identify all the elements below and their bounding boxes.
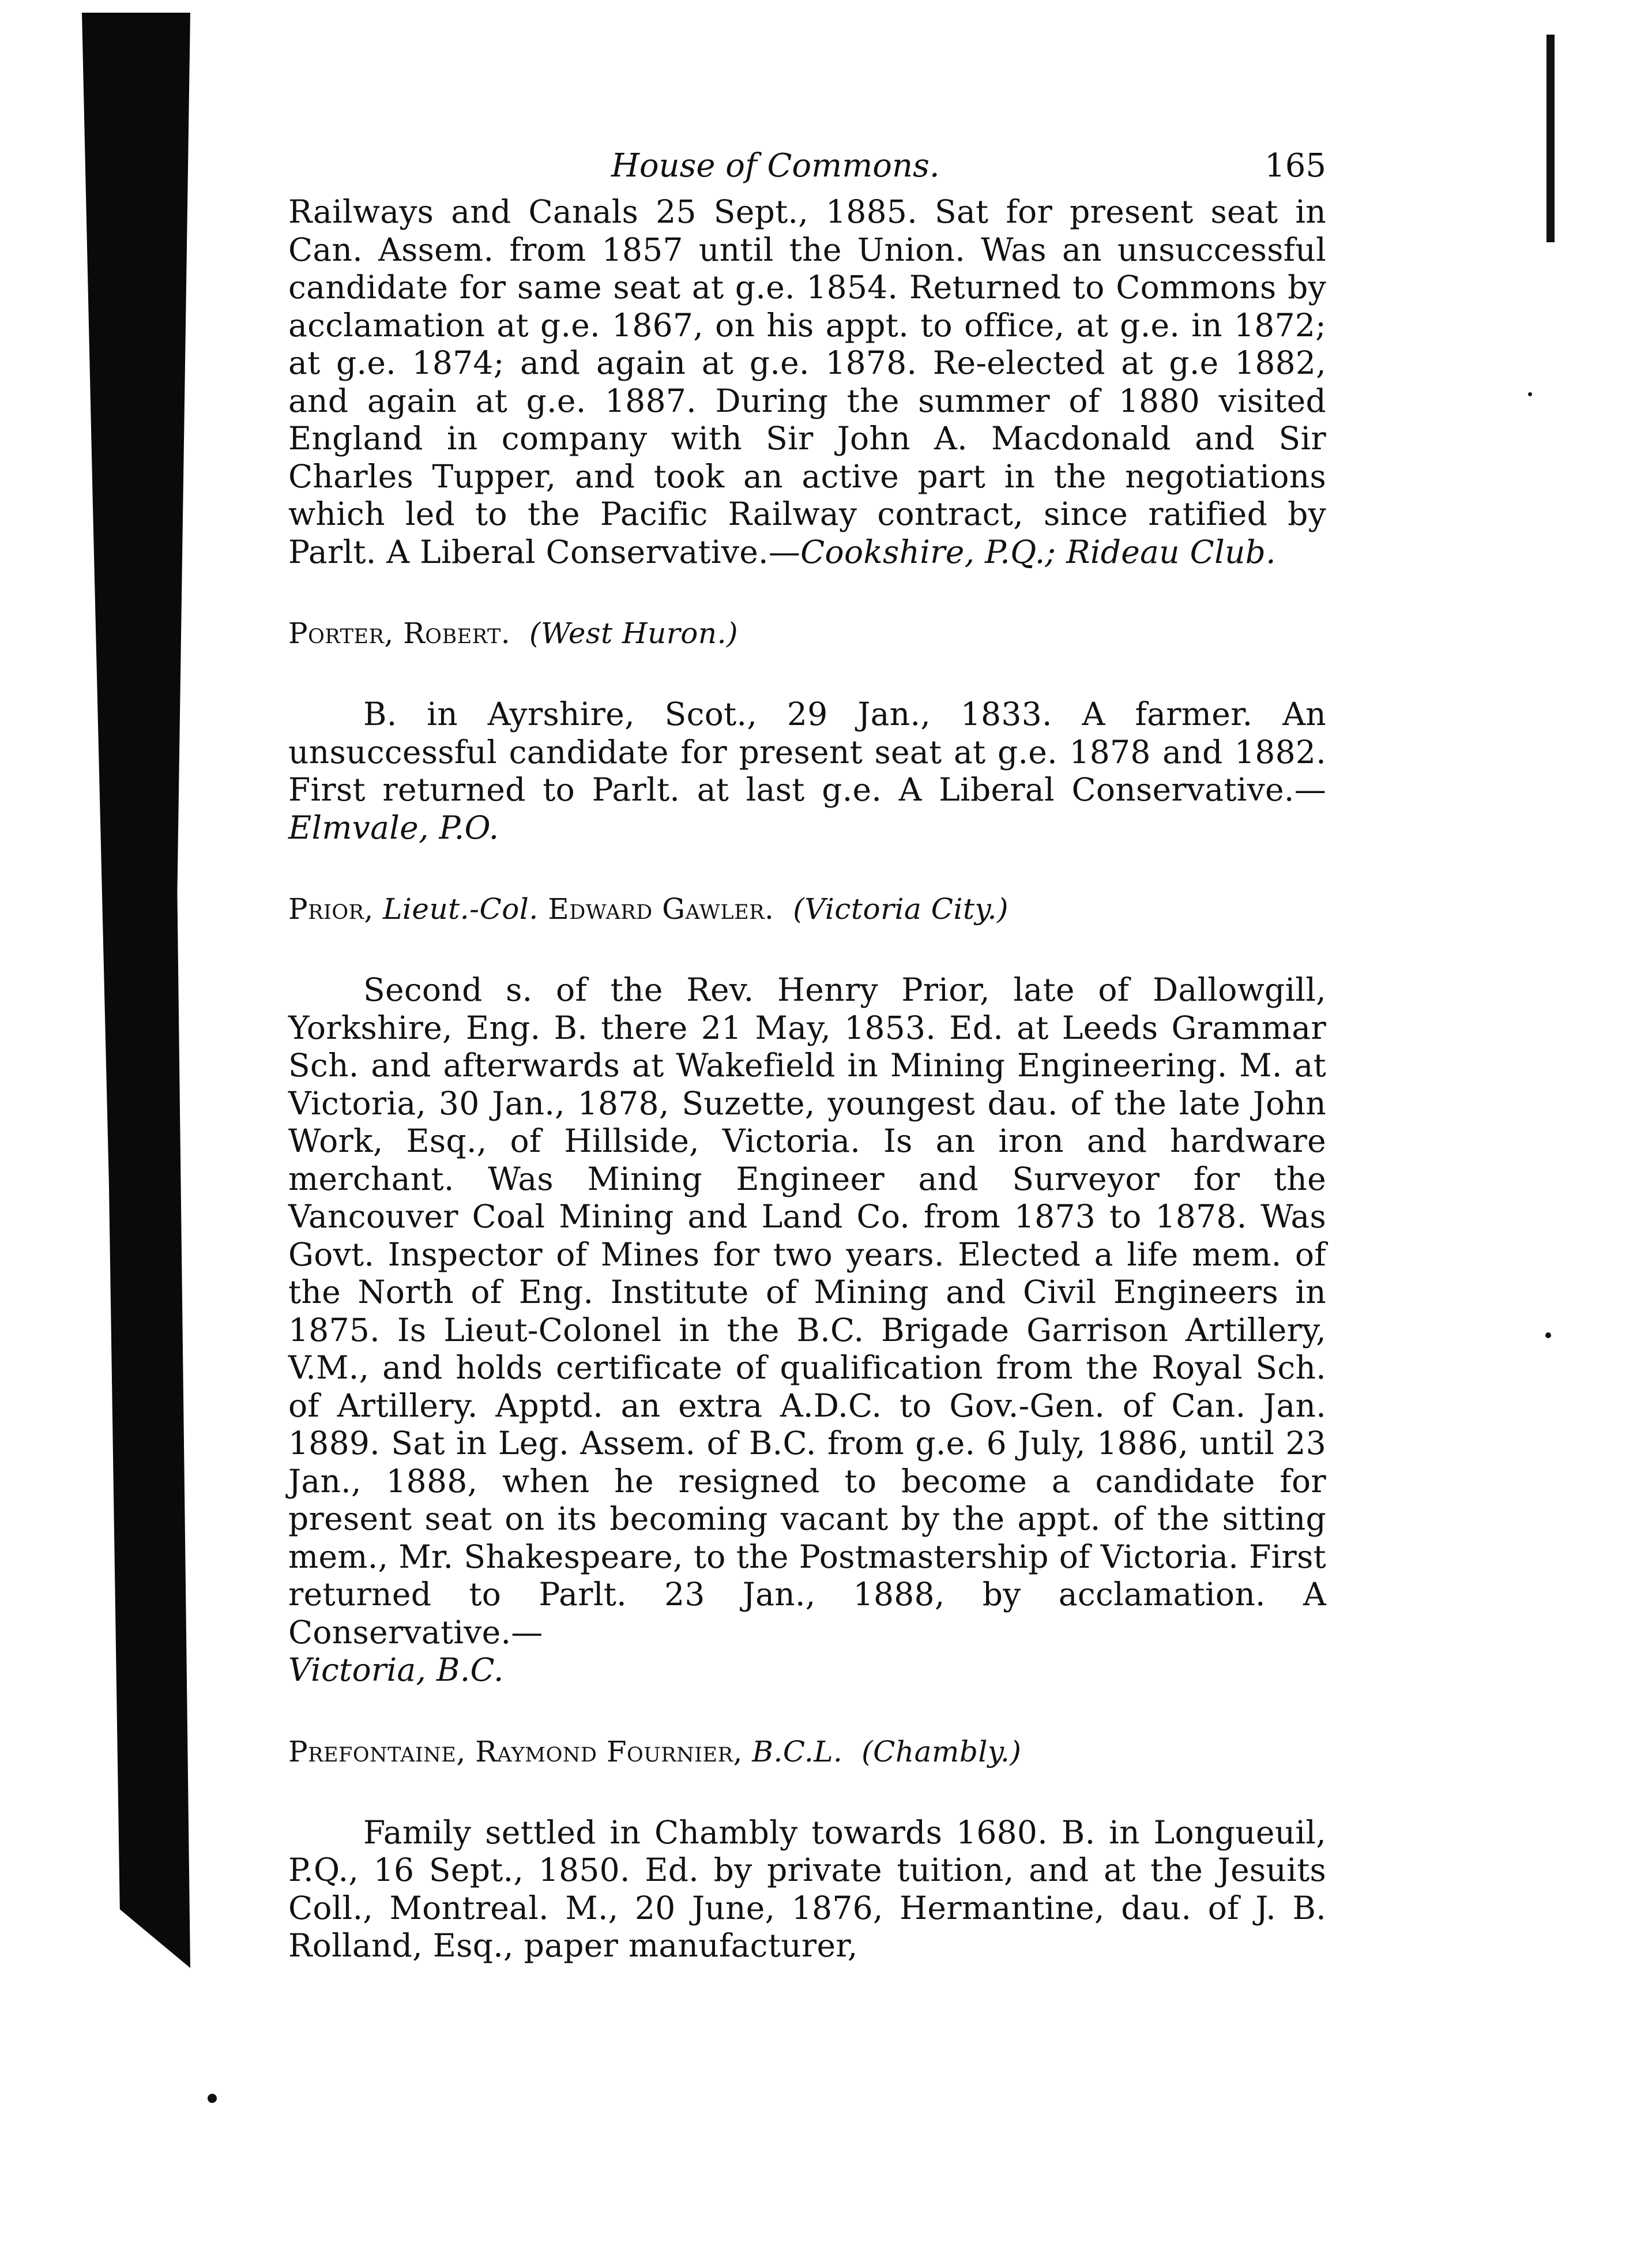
entry-text: Railways and Canals 25 Sept., 1885. Sat for present seat in Can. Assem. from 1857 until the Union. Was an unsuccessful candidate for same seat at g.e. 1854. Returned to Commons by acclamation at g.e. 1867, on his appt. to office, at g.e. in 1872; at g.e. 1874; and again at g.e. 1878. Re-elected at g.e 1882, and again at g.e. 1887. During the summer of 1880 visited England in company with Sir John A. Macdonald and Sir Charles Tupper, and took an active part in the negotiations which led to the Pacific Railway contract, since ratified by Parlt. A Liberal Conservative.— xyxy=(288,193,1326,570)
entry-paragraph-prior xyxy=(288,971,1326,1689)
member-name: Porter, Robert. xyxy=(288,617,511,650)
constituency: (Victoria City.) xyxy=(793,892,1009,926)
member-surname: Prior, xyxy=(288,892,374,926)
entry-text: Family settled in Chambly towards 1680. B. in Longueuil, P.Q., 16 Sept., 1850. Ed. by private tuition, and at the Jesuits Coll., Montreal. M., 20 June, 1876, Hermantine, dau. of J. B. Rolland, Esq., paper manufacturer, xyxy=(288,1813,1326,1964)
constituency: (West Huron.) xyxy=(529,617,738,650)
scan-speck xyxy=(1528,392,1532,396)
scan-binding-shadow xyxy=(82,13,190,1968)
entry-text: B. in Ayrshire, Scot., 29 Jan., 1833. A farmer. An unsuccessful candidate for present seat at g.e. 1878 and 1882. First returned to Parlt. at last g.e. A Liberal Conservative.— xyxy=(288,696,1326,808)
member-name: Prefontaine, Raymond Fournier, xyxy=(288,1734,743,1768)
continued-entry-paragraph xyxy=(288,193,1326,571)
book-page xyxy=(288,147,1326,1965)
entry-address: Cookshire, P.Q.; Rideau Club. xyxy=(800,533,1276,570)
entry-heading-prior xyxy=(288,892,1326,926)
entry-address: Elmvale, P.O. xyxy=(288,809,499,846)
member-title: Lieut.-Col. xyxy=(383,892,539,926)
entry-text: Second s. of the Rev. Henry Prior, late of Dallowgill, Yorkshire, Eng. B. there 21 May, 1853. Ed. at Leeds Grammar Sch. and afterwards at Wakefield in Mining Engineering. M. at Victoria, 30 Jan., 1878, Suzette, youngest dau. of the late John Work, Esq., of Hillside, Victoria. Is an iron and hardware merchant. Was Mining Engineer and Surveyor for the Vancouver Coal Mining and Land Co. from 1873 to 1878. Was Govt. Inspector of Mines for two years. Elected a life mem. of the North of Eng. Institute of Mining and Civil Engineers in 1875. Is Lieut-Colonel in the B.C. Brigade Garrison Artillery, V.M., and holds certificate of qualification from the Royal Sch. of Artillery. Apptd. an extra A.D.C. to Gov.-Gen. of Can. Jan. 1889. Sat in Leg. Assem. of B.C. from g.e. 6 July, 1886, until 23 Jan., 1888, when he resigned to become a candidate for present seat on its becoming vacant by the appt. of the sitting mem., Mr. Shakespeare, to the Postmastership of Victoria. First returned to Parlt. 23 Jan., 1888, by acclamation. A Conservative.— xyxy=(288,971,1326,1651)
constituency: (Chambly.) xyxy=(861,1734,1022,1768)
scan-edge-mark xyxy=(1546,35,1555,242)
member-name: Edward Gawler. xyxy=(548,892,774,926)
entry-address: Victoria, B.C. xyxy=(288,1651,504,1688)
member-degree: B.C.L. xyxy=(752,1734,843,1768)
scan-speck xyxy=(1545,1332,1551,1338)
page-number: 165 xyxy=(1265,147,1326,185)
page-header xyxy=(288,147,1326,193)
scan-speck xyxy=(208,2094,217,2103)
entry-paragraph-prefontaine xyxy=(288,1814,1326,1965)
entry-heading-porter xyxy=(288,616,1326,651)
entry-heading-prefontaine xyxy=(288,1734,1326,1769)
running-head: House of Commons. xyxy=(611,147,940,185)
entry-paragraph-porter xyxy=(288,696,1326,847)
